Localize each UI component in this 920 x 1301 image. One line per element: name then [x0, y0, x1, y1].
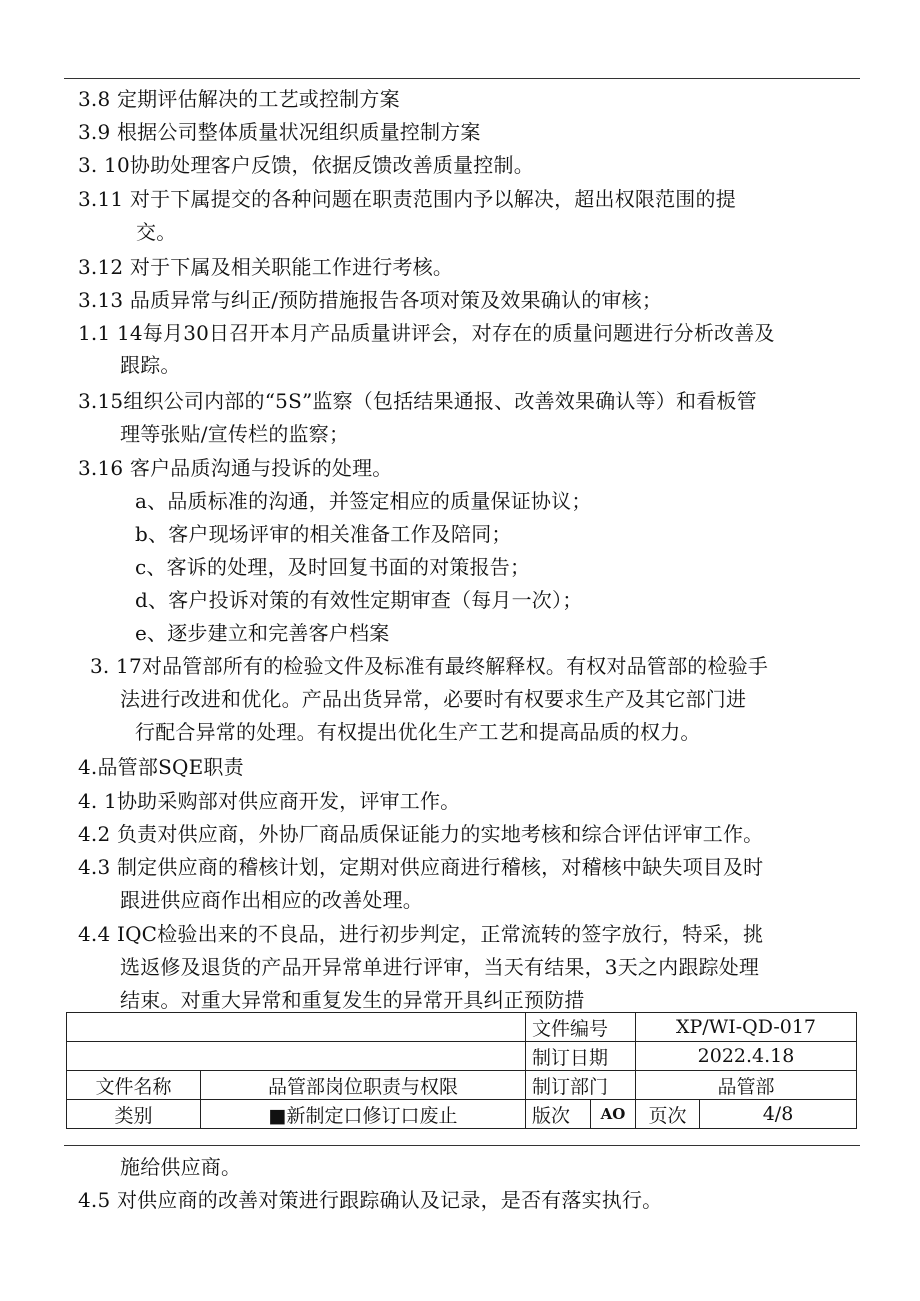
category-label: 类别	[67, 1100, 201, 1129]
text-line: 交。	[136, 220, 177, 244]
text-line: 施给供应商。	[120, 1155, 242, 1179]
text-line: 3.15组织公司内部的“5S”监察（包括结果通报、改善效果确认等）和看板管	[78, 389, 757, 413]
text-line: 3. 17对品管部所有的检验文件及标准有最终解释权。有权对品管部的检验手	[90, 654, 769, 678]
dept-value: 品管部	[636, 1071, 857, 1100]
text-line: 4.5 对供应商的改善对策进行跟踪确认及记录，是否有落实执行。	[78, 1188, 663, 1212]
text-line: 3.8 定期评估解决的工艺或控制方案	[78, 87, 400, 111]
text-line: 3.13 品质异常与纠正/预防措施报告各项对策及效果确认的审核；	[78, 288, 663, 312]
text-line: 4.4 IQC检验出来的不良品，进行初步判定，正常流转的签字放行，特采，挑	[78, 922, 764, 946]
text-line: e、逐步建立和完善客户档案	[135, 621, 390, 645]
bottom-rule	[64, 1145, 860, 1146]
text-line: 跟进供应商作出相应的改善处理。	[120, 888, 423, 912]
text-line: 选返修及退货的产品开异常单进行评审，当天有结果，3天之内跟踪处理	[120, 955, 760, 979]
document-control-table	[66, 1012, 857, 1129]
text-line: a、品质标准的沟通，并签定相应的质量保证协议；	[135, 489, 592, 513]
text-line: 4. 1协助采购部对供应商开发，评审工作。	[78, 789, 461, 813]
version-value: AO	[591, 1100, 636, 1129]
text-line: 3. 10协助处理客户反馈，依据反馈改善质量控制。	[78, 153, 534, 177]
page-value: 4/8	[700, 1100, 857, 1129]
revise-date-label: 制订日期	[526, 1042, 636, 1071]
text-line: 跟踪。	[120, 353, 181, 377]
file-name-value: 品管部岗位职责与权限	[201, 1071, 526, 1100]
text-line: b、客户现场评审的相关准备工作及陪同；	[135, 522, 512, 546]
category-value: ■新制定口修订口废止	[201, 1100, 526, 1129]
text-line: 3.16 客户品质沟通与投诉的处理。	[78, 456, 393, 480]
revise-date-value: 2022.4.18	[636, 1042, 857, 1071]
text-line: 4.2 负责对供应商，外协厂商品质保证能力的实地考核和综合评估评审工作。	[78, 822, 764, 846]
text-line: 行配合异常的处理。有权提出优化生产工艺和提高品质的权力。	[135, 720, 701, 744]
text-line: 4.品管部SQE职责	[78, 755, 244, 779]
text-line: 法进行改进和优化。产品出货异常，必要时有权要求生产及其它部门进	[120, 687, 747, 711]
file-no-value: XP/WI-QD-017	[636, 1013, 857, 1042]
text-line: c、客诉的处理，及时回复书面的对策报告；	[135, 555, 531, 579]
top-rule	[64, 78, 860, 79]
blank-cell	[67, 1013, 526, 1042]
text-line: 理等张贴/宣传栏的监察；	[120, 422, 350, 446]
text-line: 结束。对重大异常和重复发生的异常开具纠正预防措	[120, 988, 585, 1012]
text-line: d、客户投诉对策的有效性定期审查（每月一次）；	[135, 588, 583, 612]
text-line: 3.11 对于下属提交的各种问题在职责范围内予以解决，超出权限范围的提	[78, 187, 736, 211]
text-line: 4.3 制定供应商的稽核计划，定期对供应商进行稽核，对稽核中缺失项目及时	[78, 855, 764, 879]
file-no-label: 文件编号	[526, 1013, 636, 1042]
text-line: 3.12 对于下属及相关职能工作进行考核。	[78, 255, 454, 279]
version-label: 版次	[526, 1100, 591, 1129]
page-label: 页次	[636, 1100, 700, 1129]
text-line: 1.1 14每月30日召开本月产品质量讲评会，对存在的质量问题进行分析改善及	[78, 321, 775, 345]
text-line: 3.9 根据公司整体质量状况组织质量控制方案	[78, 120, 481, 144]
dept-label: 制订部门	[526, 1071, 636, 1100]
blank-cell	[67, 1042, 526, 1071]
file-name-label: 文件名称	[67, 1071, 201, 1100]
